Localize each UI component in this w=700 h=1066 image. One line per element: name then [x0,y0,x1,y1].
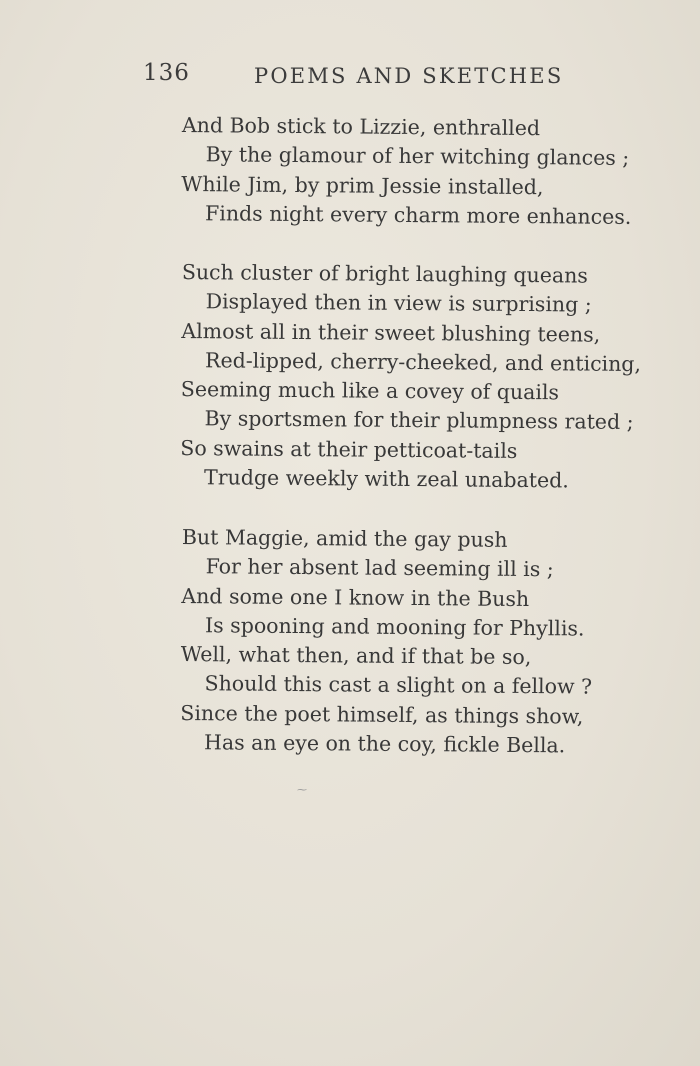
poem-line: Trudge weekly with zeal unabated. [203,465,569,493]
page-number: 136 [143,60,190,86]
poem-line: By the glamour of her witching glances ; [205,142,630,171]
poem-line: Red-lipped, cherry-cheeked, and enticing, [205,348,642,377]
poem-line: Has an eye on the coy, fickle Bella. [203,729,566,757]
poem-line: By sportsmen for their plumpness rated ; [204,406,634,435]
poem-line: Should this cast a slight on a fellow ? [204,671,593,699]
poem-line: For her absent lad seeming ill is ; [205,554,554,582]
poem-line: And Bob stick to Lizzie, enthralled [181,112,541,141]
poem-line: Seeming much like a covey of quails [180,377,560,405]
poem-line: So swains at their petticoat-tails [180,435,518,463]
poem-body [182,111,652,787]
poem-line: Since the poet himself, as things show, [180,700,584,728]
stanza-1 [181,111,652,232]
poem-line: Well, what then, and if that be so, [180,641,532,669]
poem-line: And some one I know in the Bush [181,583,530,611]
running-title: POEMS AND SKETCHES [254,64,564,88]
poem-line: Such cluster of bright laughing queans [181,260,588,288]
poem-line: While Jim, by prim Jessie installed, [181,171,544,199]
stanza-2 [180,258,652,496]
poem-line: Is spooning and mooning for Phyllis. [205,612,585,640]
poem-line: Displayed then in view is surprising ; [205,289,592,318]
poem-line: Finds night every charm more enhances. [205,201,632,229]
stanza-3 [180,523,652,761]
poem-line: Almost all in their sweet blushing teens, [181,318,601,347]
ink-speck: ⁓ [297,785,307,796]
poem-line: But Maggie, amid the gay push [181,524,508,552]
